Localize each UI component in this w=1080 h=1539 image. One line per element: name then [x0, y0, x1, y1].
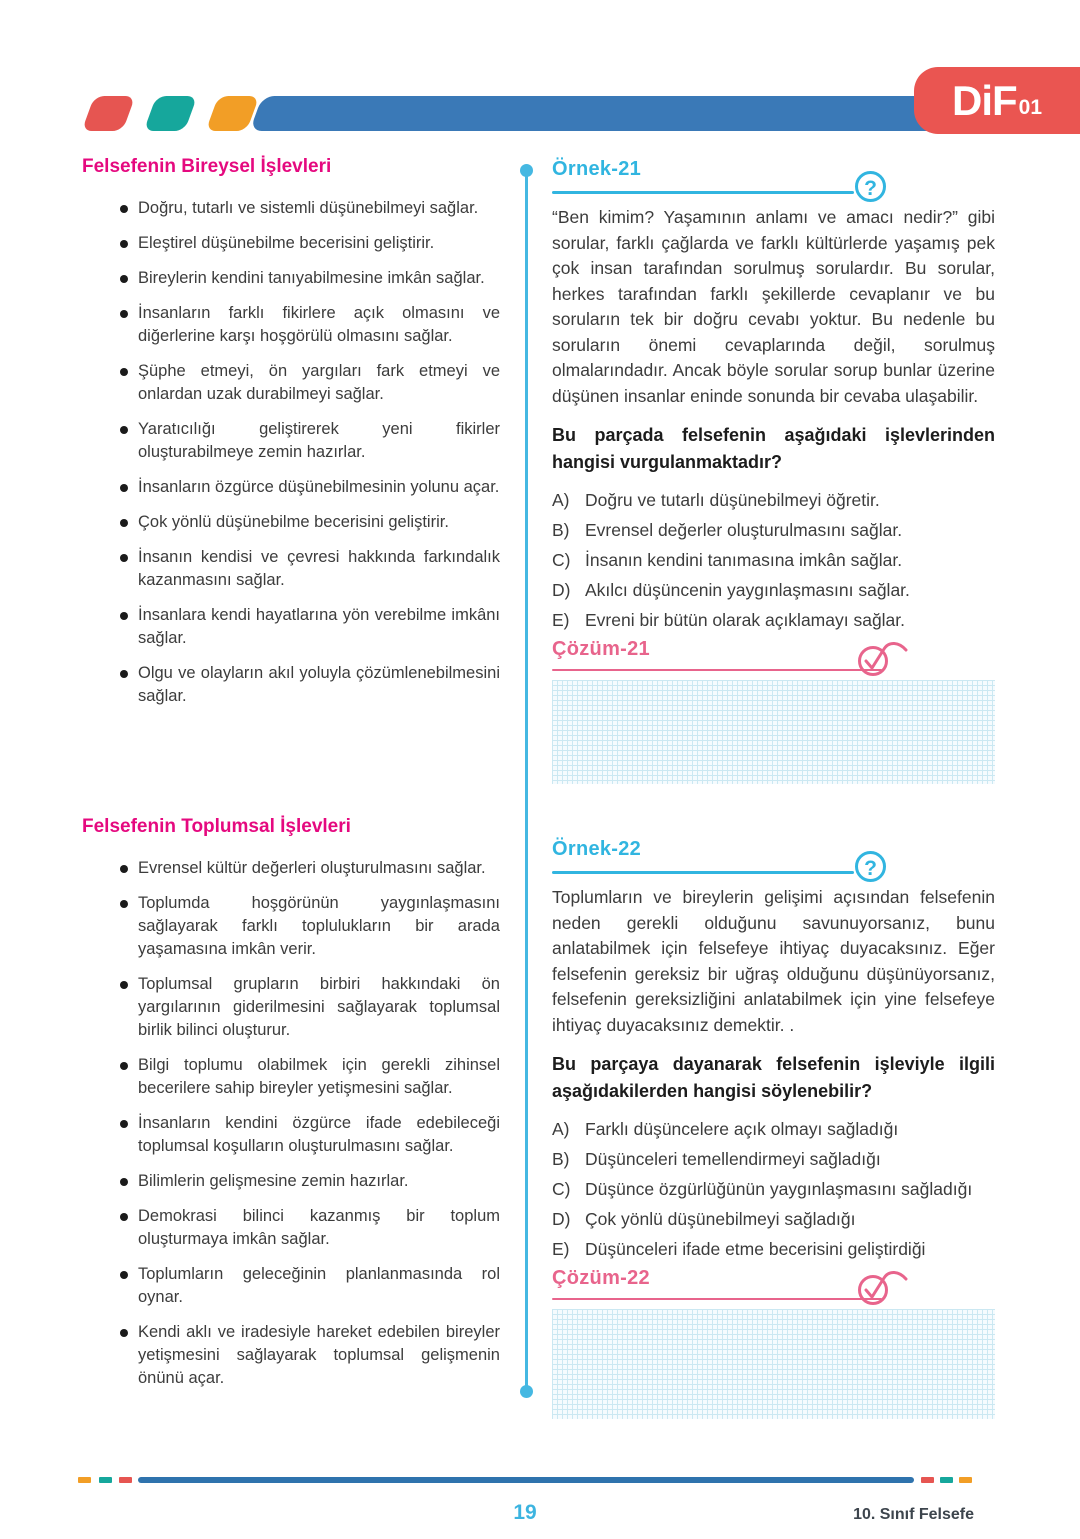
option-text: Düşünce özgürlüğünün yaygınlaşmasını sağladığı: [585, 1179, 973, 1199]
list-item: İnsanın kendisi ve çevresi hakkında farkındalık kazanmasını sağlar.: [82, 546, 500, 592]
example-underline: [552, 191, 854, 194]
example-header: [552, 838, 886, 880]
options-list: [552, 488, 995, 633]
list-item: İnsanların kendini özgürce ifade edebileceği toplumsal koşulların oluşturulmasını sağlar.: [82, 1112, 500, 1158]
option-text: İnsanın kendini tanımasına imkân sağlar.: [585, 550, 903, 570]
option-letter: D): [552, 580, 571, 600]
header-bar: [250, 96, 963, 131]
example-22: [552, 838, 995, 1419]
option-letter: C): [552, 1179, 571, 1199]
list-item: Olgu ve olayların akıl yoluyla çözümlenebilmesini sağlar.: [82, 662, 500, 708]
list-item: Bilgi toplumu olabilmek için gerekli zihinsel becerilere sahip bireyler yetişmesini sağlar.: [82, 1054, 500, 1100]
option-letter: E): [552, 610, 570, 630]
list-item: Toplumda hoşgörünün yaygınlaşmasını sağlayarak farklı toplulukların bir arada yaşamasına imkân verir.: [82, 892, 500, 961]
checkmark-icon: [854, 638, 912, 680]
column-divider-line: [525, 170, 528, 1392]
deco-shape-teal: [144, 96, 198, 131]
options-list: [552, 1117, 995, 1262]
question-mark-icon: ?: [855, 851, 886, 882]
list-item: Evrensel kültür değerleri oluşturulmasını sağlar.: [82, 857, 500, 880]
list-item: İnsanların özgürce düşünebilmesinin yolunu açar.: [82, 476, 500, 499]
option-letter: B): [552, 520, 570, 540]
solution-header: [552, 1267, 900, 1297]
list-item: Eleştirel düşünebilme becerisini geliştirir.: [82, 232, 500, 255]
option-d: [552, 578, 995, 603]
option-text: Doğru ve tutarlı düşünebilmeyi öğretir.: [585, 490, 880, 510]
option-b: [552, 1147, 995, 1172]
example-question: Bu parçada felsefenin aşağıdaki işlevlerinden hangisi vurgulanmaktadır?: [552, 425, 995, 472]
list-item: Çok yönlü düşünebilme becerisini geliştirir.: [82, 511, 500, 534]
option-text: Çok yönlü düşünebilmeyi sağladığı: [585, 1209, 856, 1229]
example-paragraph: Toplumların ve bireylerin gelişimi açısından felsefenin neden gerekli olduğunu savunuyorsanız, bunu anlatabilmek için felsefeye ihtiyaç duyacaksınız. Eğer felsefenin gereksiz bir uğraş olduğunu düşünüyorsanız, felsefenin gereksizliğini anlatabilmek için yine felsefeye ihtiyaç duyacaksınız demektir. .: [552, 887, 995, 1035]
option-a: [552, 1117, 995, 1142]
footer-line: [138, 1477, 914, 1483]
brand-badge: [914, 67, 1080, 134]
solution-grid-area: [552, 1309, 995, 1419]
option-letter: A): [552, 1119, 570, 1139]
example-21: [552, 158, 995, 784]
list-item: Kendi aklı ve iradesiyle hareket edebilen bireyler yetişmesini sağlayarak toplumsal gelişmenin önünü açar.: [82, 1321, 500, 1390]
option-letter: B): [552, 1149, 570, 1169]
option-text: Düşünceleri ifade etme becerisini geliştirdiği: [585, 1239, 926, 1259]
solution-header: [552, 638, 900, 668]
option-text: Farklı düşüncelere açık olmayı sağladığı: [585, 1119, 899, 1139]
example-underline: [552, 871, 854, 874]
option-text: Düşünceleri temellendirmeyi sağladığı: [585, 1149, 881, 1169]
list-item: Demokrasi bilinci kazanmış bir toplum oluşturmaya imkân sağlar.: [82, 1205, 500, 1251]
example-header: [552, 158, 886, 200]
footer-dash-teal: [940, 1477, 953, 1483]
list-item: Doğru, tutarlı ve sistemli düşünebilmeyi sağlar.: [82, 197, 500, 220]
list-item: Toplumsal grupların birbiri hakkındaki ön yargılarının giderilmesini sağlayarak toplumsal birlik bilinci oluşturur.: [82, 973, 500, 1042]
footer-dash-teal: [99, 1477, 112, 1483]
list-item: Toplumların geleceğinin planlanmasında rol oynar.: [82, 1263, 500, 1309]
solution-grid-area: [552, 680, 995, 784]
footer-dash-orange: [959, 1477, 972, 1483]
section-title: Felsefenin Bireysel İşlevleri: [82, 156, 332, 177]
question-mark-icon: ?: [855, 171, 886, 202]
footer-course-label: 10. Sınıf Felsefe: [853, 1506, 974, 1523]
checkmark-icon: [854, 1267, 912, 1309]
section-individual-functions: [82, 156, 500, 720]
option-b: [552, 518, 995, 543]
option-a: [552, 488, 995, 513]
list-item: Bilimlerin gelişmesine zemin hazırlar.: [82, 1170, 500, 1193]
option-d: [552, 1207, 995, 1232]
option-letter: E): [552, 1239, 570, 1259]
option-letter: D): [552, 1209, 571, 1229]
example-title: Örnek-21: [552, 158, 642, 180]
example-paragraph: “Ben kimim? Yaşamının anlamı ve amacı nedir?” gibi sorular, farklı çağlarda ve farklı kültürlerde yaşamış pek çok insan tarafından sorulmuş sorulardır. Bu sorular, herkes tarafından farklı şekillerde cevaplanır ve bu soruların tek bir doğru cevabı yoktur. Bu nedenle bu soruların önemi cevaplarında değil, sorulmuş olmalarındadır. Ancak böyle sorular sorup bunlar üzerine düşünen insanlar eninde sonunda bir cevaba ulaşabilir.: [552, 207, 995, 406]
option-c: [552, 548, 995, 573]
option-c: [552, 1177, 995, 1202]
page-number: 19: [513, 1501, 537, 1524]
bullet-list: [82, 857, 500, 1390]
list-item: Şüphe etmeyi, ön yargıları fark etmeyi ve onlardan uzak durabilmeyi sağlar.: [82, 360, 500, 406]
deco-shape-red: [82, 96, 136, 131]
list-item: İnsanlara kendi hayatlarına yön verebilme imkânı sağlar.: [82, 604, 500, 650]
bullet-list: [82, 197, 500, 708]
section-social-functions: [82, 816, 500, 1402]
example-title: Örnek-22: [552, 838, 642, 860]
footer-dash-orange: [78, 1477, 91, 1483]
option-text: Evrensel değerler oluşturulmasını sağlar.: [585, 520, 903, 540]
brand-number: 01: [1018, 96, 1042, 119]
option-letter: C): [552, 550, 571, 570]
list-item: İnsanların farklı fikirlere açık olmasını ve diğerlerine karşı hoşgörülü olmasını sağlar.: [82, 302, 500, 348]
option-text: Evreni bir bütün olarak açıklamayı sağlar.: [585, 610, 906, 630]
example-question: Bu parçaya dayanarak felsefenin işleviyle ilgili aşağıdakilerden hangisi söylenebilir?: [552, 1054, 995, 1101]
solution-underline: [552, 669, 882, 672]
section-title: Felsefenin Toplumsal İşlevleri: [82, 816, 351, 837]
list-item: Yaratıcılığı geliştirerek yeni fikirler oluşturabilmeye zemin hazırlar.: [82, 418, 500, 464]
deco-shape-orange: [206, 96, 260, 131]
option-e: [552, 1237, 995, 1262]
solution-title: Çözüm-22: [552, 1267, 650, 1289]
footer-dash-red: [119, 1477, 132, 1483]
solution-underline: [552, 1298, 882, 1301]
brand-logo: DiF: [951, 76, 1017, 124]
option-letter: A): [552, 490, 570, 510]
list-item: Bireylerin kendini tanıyabilmesine imkân sağlar.: [82, 267, 500, 290]
option-e: [552, 608, 995, 633]
option-text: Akılcı düşüncenin yaygınlaşmasını sağlar.: [585, 580, 910, 600]
footer-dash-red: [921, 1477, 934, 1483]
solution-title: Çözüm-21: [552, 638, 650, 660]
